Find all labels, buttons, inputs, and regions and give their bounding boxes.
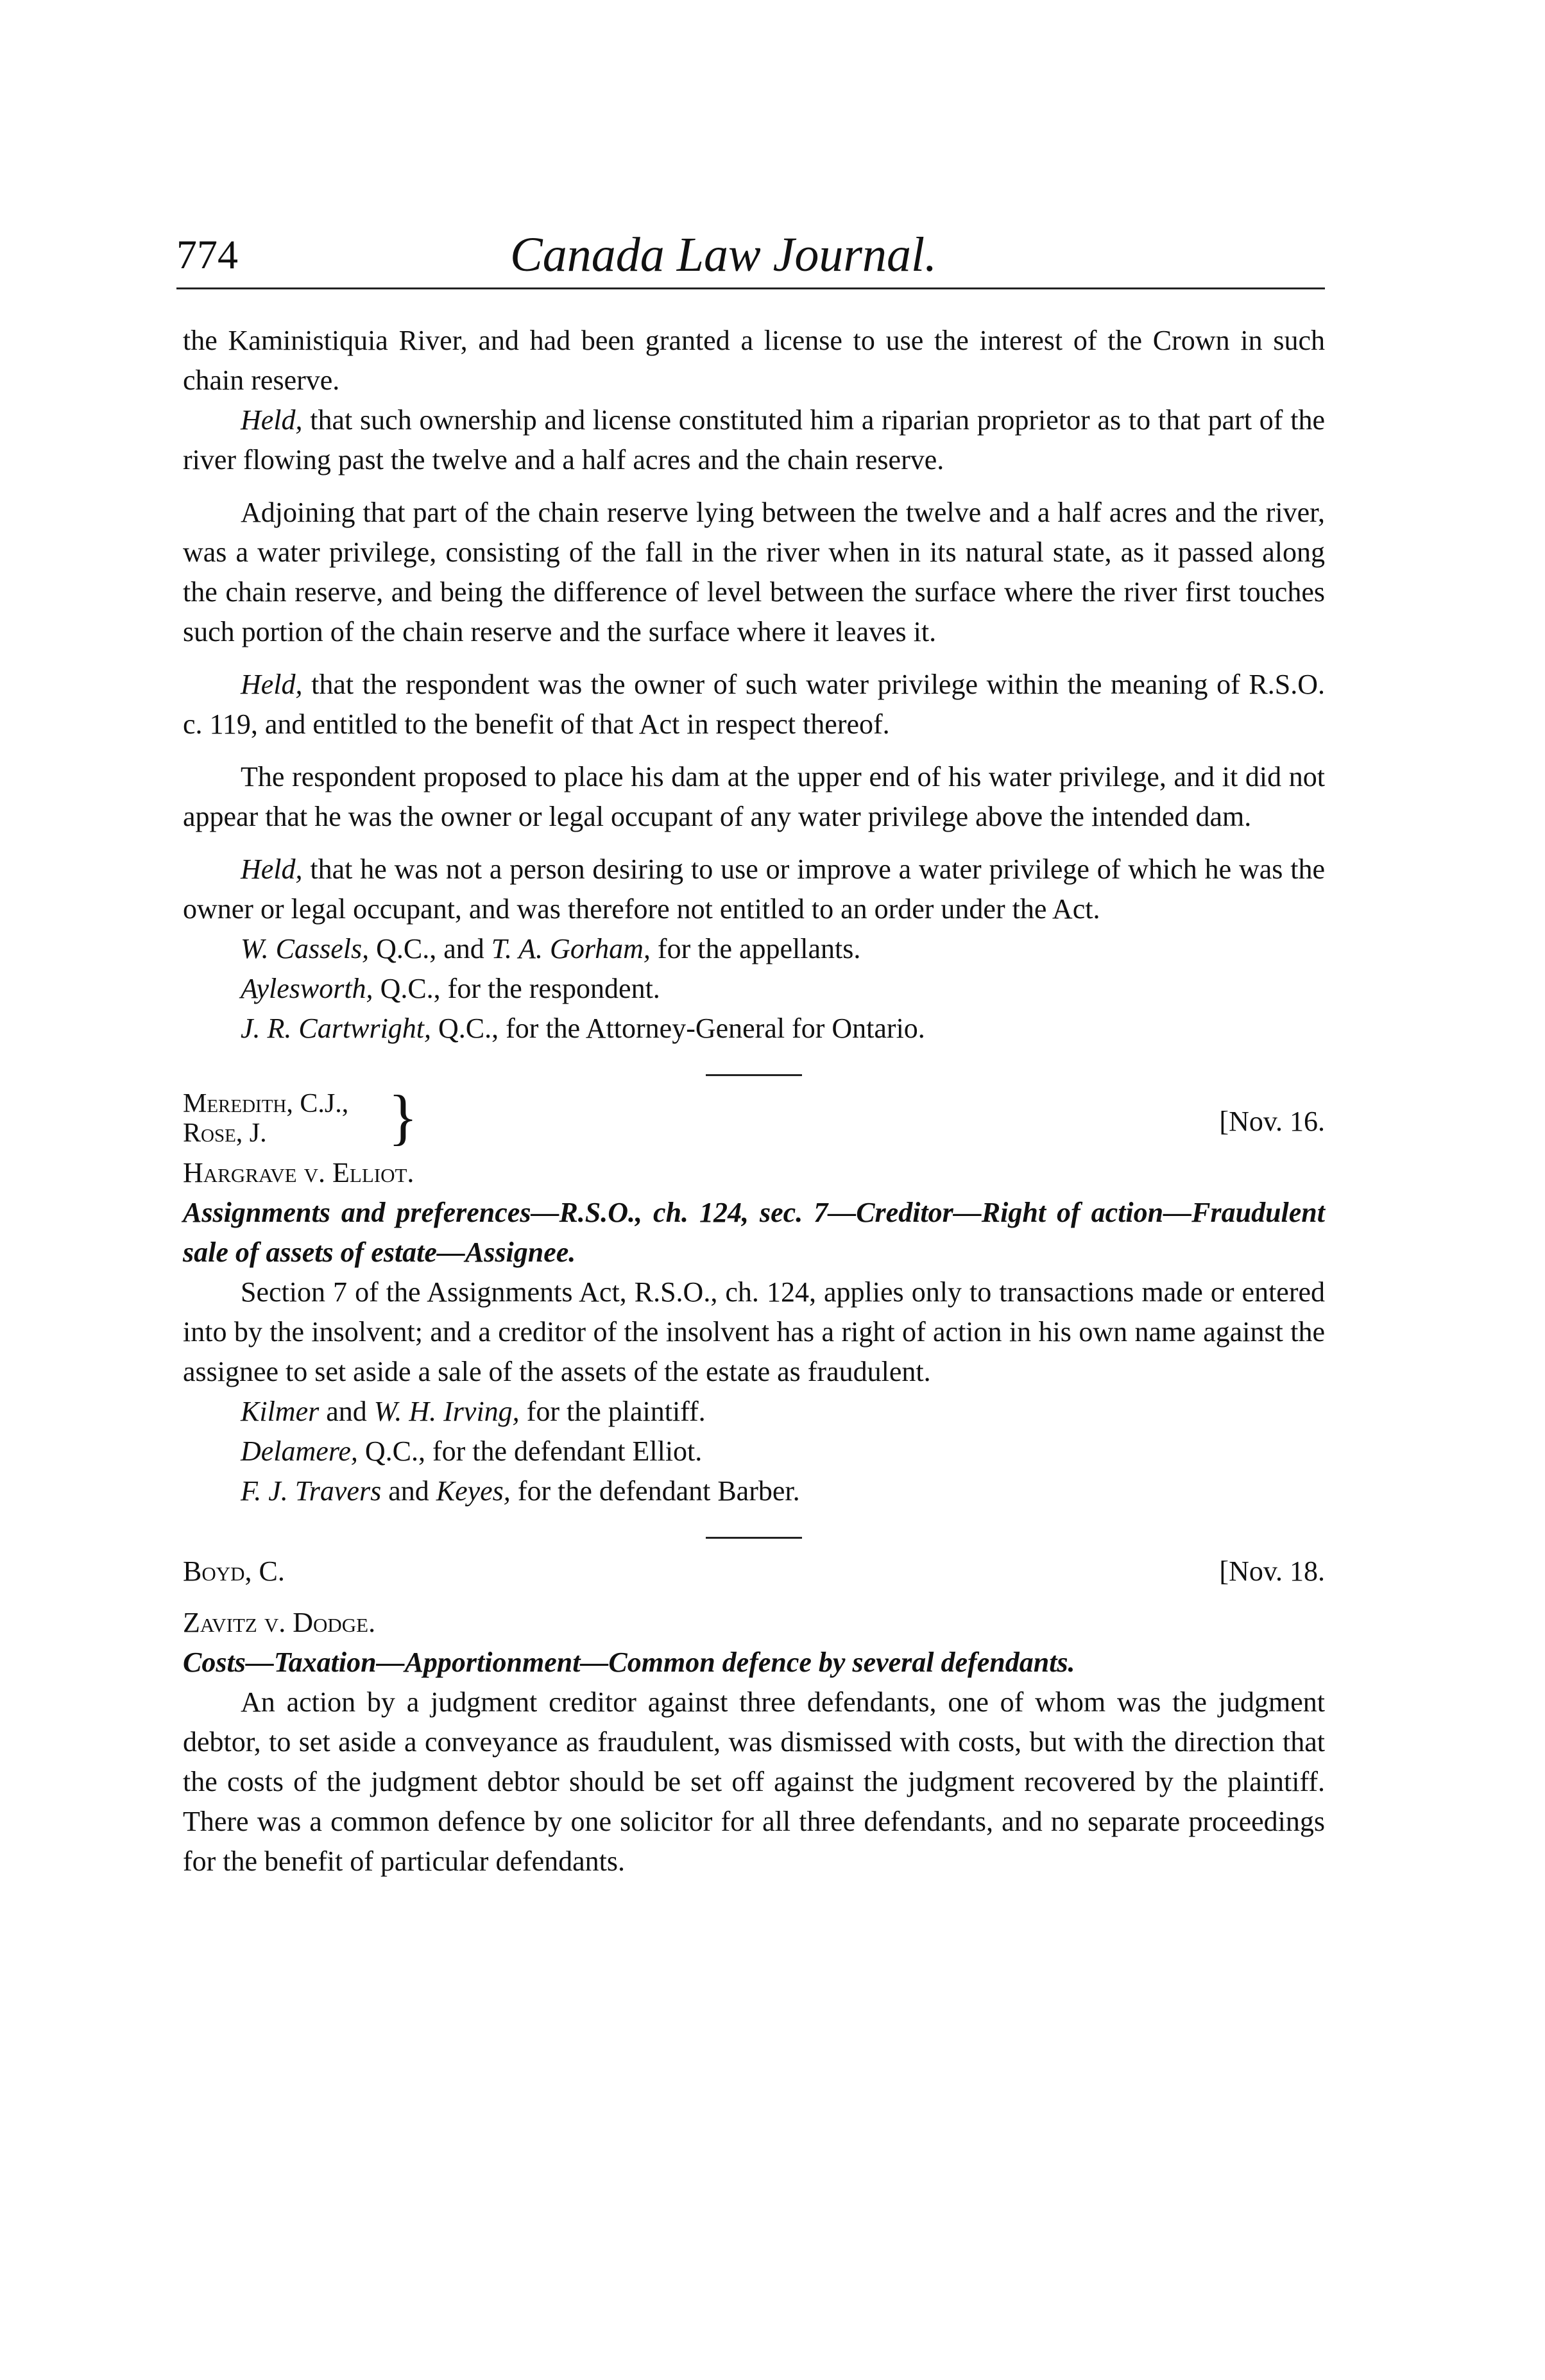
held-label: Held, — [241, 669, 303, 700]
section-separator — [706, 1537, 802, 1539]
page-header — [176, 228, 1331, 302]
judge-name: Rose, J. — [183, 1118, 267, 1148]
journal-title: Canada Law Journal. — [510, 228, 937, 282]
counsel-text: Q.C., and — [369, 933, 491, 964]
paragraph-text: that such ownership and license constituted him a riparian proprietor as to that part of the river flowing past the twelve and a half acres and the chain reserve. — [183, 404, 1325, 475]
judges — [183, 1089, 348, 1148]
counsel-name: Keyes, — [436, 1475, 511, 1507]
page-number: 774 — [176, 232, 238, 277]
case-title: Hargrave v. Elliot. — [183, 1157, 414, 1188]
counsel-text: Q.C., for the defendant Elliot. — [357, 1435, 703, 1467]
paragraph: The respondent proposed to place his dam at the upper end of his water privilege, and it did not appear that he was the owner or legal occupant of any water privilege above the intended dam. — [183, 761, 1325, 832]
paragraph: Section 7 of the Assignments Act, R.S.O., ch. 124, applies only to transactions made or entered into by the insolvent; and a creditor of the insolvent has a right of action in his own name against the assignee to set aside a sale of the assets of the estate as fraudulent. — [183, 1276, 1325, 1387]
counsel-text: Q.C., for the respondent. — [373, 973, 660, 1004]
page-body — [183, 321, 1325, 1881]
case-heading — [183, 1552, 1325, 1597]
counsel-line — [183, 929, 1325, 969]
counsel-line — [183, 969, 1325, 1009]
counsel-text: Q.C., for the Attorney-General for Ontario. — [431, 1013, 925, 1044]
headnote: Assignments and preferences—R.S.O., ch. 124, sec. 7—Creditor—Right of action—Fraudulent sale of assets of estate—Assignee. — [183, 1197, 1325, 1268]
counsel-text: and — [319, 1396, 374, 1427]
counsel-line — [183, 1009, 1325, 1049]
paragraph: An action by a judgment creditor against three defendants, one of whom was the judgment debtor, to set aside a conveyance as fraudulent, was dismissed with costs, but with the direction that the costs of the judgment debtor should be set off against the judgment recovered by the plaintiff. There was a common defence by one solicitor for all three defendants, and no separate proceedings for the benefit of particular defendants. — [183, 1686, 1325, 1877]
counsel-name: Delamere, — [241, 1435, 358, 1467]
counsel-text: for the plaintiff. — [519, 1396, 706, 1427]
header-rule — [176, 287, 1325, 289]
judge-name: Boyd, C. — [183, 1555, 285, 1587]
paragraph: the Kaministiquia River, and had been granted a license to use the interest of the Crown in such chain reserve. — [183, 325, 1325, 396]
counsel-name: Aylesworth, — [241, 973, 373, 1004]
counsel-line — [183, 1471, 1325, 1511]
counsel-name: W. H. Irving, — [373, 1396, 520, 1427]
paragraph-text: that he was not a person desiring to use or improve a water privilege of which he was the owner or legal occupant, and was therefore not entitled to an order under the Act. — [183, 853, 1325, 925]
section-separator — [706, 1074, 802, 1076]
counsel-name: T. A. Gorham, — [491, 933, 651, 964]
counsel-text: for the defendant Barber. — [510, 1475, 800, 1507]
brace: } — [388, 1083, 418, 1151]
held-label: Held, — [241, 853, 303, 885]
counsel-name: W. Cassels, — [241, 933, 370, 964]
paragraph — [183, 850, 1325, 929]
paragraph-text: that the respondent was the owner of such water privilege within the meaning of R.S.O. c. 119, and entitled to the benefit of that Act in respect thereof. — [183, 669, 1325, 740]
case-date: [Nov. 18. — [1219, 1555, 1325, 1587]
counsel-text: for the appellants. — [650, 933, 861, 964]
judge-name: Meredith, C.J., — [183, 1089, 349, 1118]
counsel-line — [183, 1432, 1325, 1471]
case-title: Zavitz v. Dodge. — [183, 1607, 376, 1638]
headnote: Costs—Taxation—Apportionment—Common defence by several defendants. — [183, 1647, 1075, 1678]
counsel-name: J. R. Cartwright, — [241, 1013, 432, 1044]
counsel-name: F. J. Travers — [241, 1475, 382, 1507]
paragraph — [183, 400, 1325, 480]
paragraph — [183, 665, 1325, 744]
counsel-text: and — [381, 1475, 436, 1507]
case-heading — [183, 1083, 1325, 1151]
held-label: Held, — [241, 404, 303, 436]
case-date: [Nov. 16. — [1219, 1106, 1325, 1137]
paragraph: Adjoining that part of the chain reserve lying between the twelve and a half acres and the river, was a water privilege, consisting of the fall in the river when in its natural state, as it passed along the chain reserve, and being the difference of level between the surface where the river first touches such portion of the chain reserve and the surface where it leaves it. — [183, 497, 1325, 647]
counsel-line — [183, 1392, 1325, 1432]
counsel-name: Kilmer — [241, 1396, 320, 1427]
